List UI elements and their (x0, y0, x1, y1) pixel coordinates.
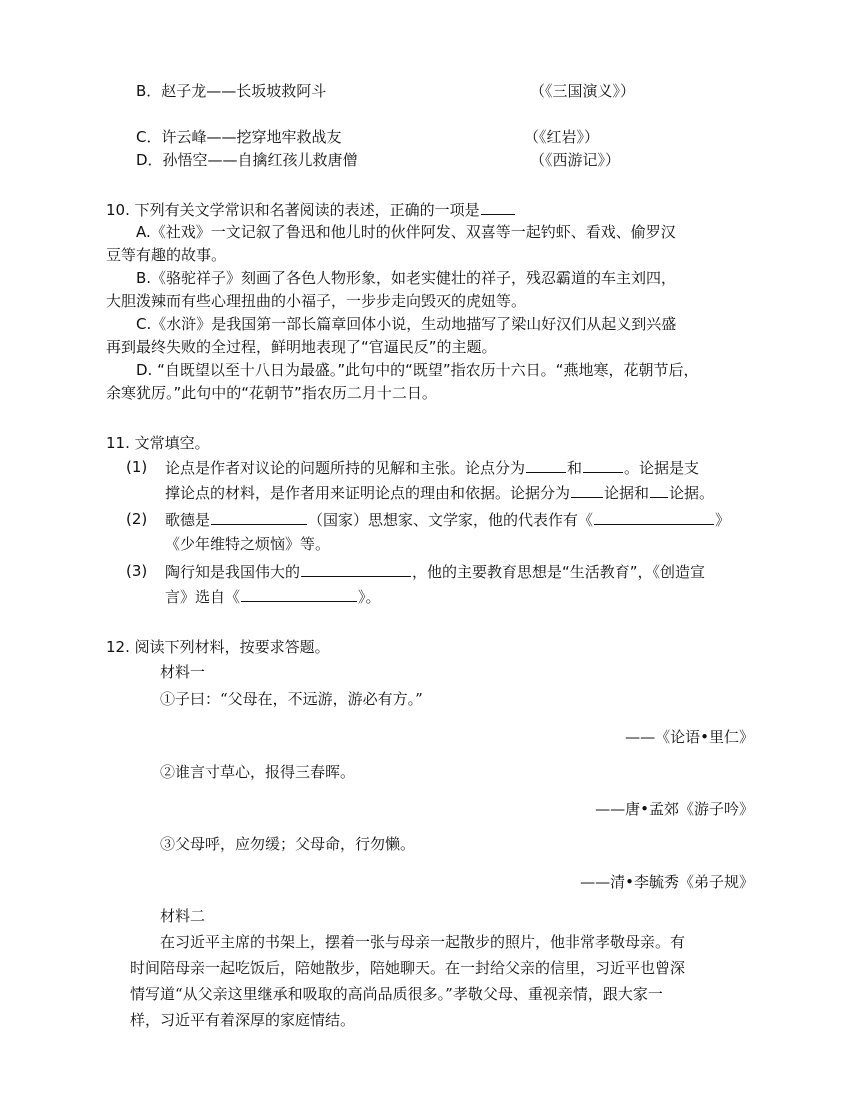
material-two-title: 材料二 (160, 907, 206, 925)
q9-option-d: D．孙悟空——自擒红孩儿救唐僧 (136, 151, 358, 169)
q11-item1-blank2[interactable] (583, 457, 623, 473)
q11-item3-text-d: 》。 (358, 588, 381, 606)
q11-item1-number: (1) (126, 458, 148, 476)
q11-item3-blank2[interactable] (241, 586, 357, 602)
q11-item2-text-a: 歌德是 (165, 511, 211, 529)
q11-item3-line2 (165, 586, 381, 607)
q11-item3-number: (3) (126, 562, 148, 580)
q11-item1-line2 (165, 482, 714, 503)
q11-item2-blank1[interactable] (211, 509, 307, 525)
q11-item3-blank1[interactable] (301, 561, 411, 577)
material-one-quote1: ①子曰：“父母在，不远游，游必有方。” (160, 690, 423, 708)
q9-option-c-source: （《红岩》） (524, 128, 600, 146)
q10-option-a-line2: 豆等有趣的故事。 (106, 246, 227, 264)
q11-item1-blank4[interactable] (650, 482, 668, 498)
material-one-quote1-source: ——《论语•里仁》 (625, 728, 754, 746)
q9-option-c: C．许云峰——挖穿地牢救战友 (136, 128, 342, 146)
q10-option-d-line2: 余寒犹厉。”此句中的“花朝节”指农历二月十二日。 (106, 384, 437, 402)
q11-item3-line1 (165, 561, 705, 582)
q9-option-d-source: （《西游记》） (530, 151, 621, 169)
material-two-line1: 在习近平主席的书架上，摆着一张与母亲一起散步的照片，他非常孝敬母亲。有 (160, 933, 686, 951)
q10-answer-blank[interactable] (481, 199, 515, 215)
q11-item1-text-c: 。论据是支 (624, 459, 700, 477)
q10-option-d-line1: D. “自既望以至十八日为最盛。”此句中的“既望”指农历十六日。“燕地寒，花朝节后， (136, 361, 699, 379)
q11-stem: 11. 文常填空。 (106, 434, 210, 452)
material-one-quote3-source: ——清•李毓秀《弟子规》 (580, 873, 754, 891)
q11-item3-text-a: 陶行知是我国伟大的 (165, 563, 301, 581)
q11-item3-text-b: ，他的主要教育思想是“生活教育”，《创造宣 (412, 563, 706, 581)
material-two-line3: 情写道“从父亲这里继承和吸取的高尚品质很多。”孝敬父母、重视亲情，跟大家一 (130, 985, 663, 1003)
material-two-line2: 时间陪母亲一起吃饭后，陪她散步，陪她聊天。在一封给父亲的信里，习近平也曾深 (130, 959, 686, 977)
q12-stem: 12. 阅读下列材料，按要求答题。 (106, 638, 330, 656)
q11-item1-text-f: 论据。 (669, 484, 715, 502)
q11-item2-text-b: （国家）思想家、文学家，他的代表作有《 (308, 511, 594, 529)
material-one-quote2: ②谁言寸草心，报得三春晖。 (160, 763, 356, 781)
q10-option-a-line1: A.《社戏》一文记叙了鲁迅和他儿时的伙伴阿发、双喜等一起钓虾、看戏、偷罗汉 (136, 223, 676, 241)
q11-item2-number: (2) (126, 510, 148, 528)
q11-item1-line1 (165, 457, 699, 478)
q9-option-b-source: （《三国演义》） (530, 82, 636, 100)
q11-item2-text-c: 》 (715, 511, 731, 529)
q11-item2-blank2[interactable] (594, 509, 714, 525)
q11-item3-text-c: 言》选自《 (165, 588, 241, 606)
q9-option-b: B．赵子龙——长坂坡救阿斗 (136, 82, 327, 100)
q10-stem (106, 199, 516, 220)
q10-stem-text: 10. 下列有关文学常识和名著阅读的表述，正确的一项是 (106, 201, 480, 219)
material-two-line4: 样，习近平有着深厚的家庭情结。 (130, 1011, 356, 1029)
q10-option-b-line1: B.《骆驼祥子》刻画了各色人物形象，如老实健壮的祥子，残忍霸道的车主刘四， (136, 269, 677, 287)
q10-option-c-line2: 再到最终失败的全过程，鲜明地表现了“官逼民反”的主题。 (106, 338, 497, 356)
material-one-quote2-source: ——唐•孟郊《游子吟》 (595, 800, 754, 818)
q11-item1-blank1[interactable] (526, 457, 566, 473)
q10-option-b-line2: 大胆泼辣而有些心理扭曲的小福子，一步步走向毁灭的虎妞等。 (106, 292, 527, 310)
q11-item1-text-b: 和 (567, 459, 583, 477)
q11-item1-text-a: 论点是作者对议论的问题所持的见解和主张。论点分为 (165, 459, 526, 477)
material-one-title: 材料一 (160, 663, 206, 681)
material-one-quote3: ③父母呼，应勿缓；父母命，行勿懒。 (160, 835, 416, 853)
q10-option-c-line1: C.《水浒》是我国第一部长篇章回体小说，生动地描写了梁山好汉们从起义到兴盛 (136, 315, 677, 333)
q11-item1-blank3[interactable] (571, 482, 603, 498)
q11-item1-text-e: 论据和 (604, 484, 650, 502)
q11-item2-line1 (165, 509, 730, 530)
q11-item1-text-d: 撑论点的材料，是作者用来证明论点的理由和依据。论据分为 (165, 484, 571, 502)
q11-item2-line2: 《少年维特之烦恼》等。 (165, 535, 331, 553)
